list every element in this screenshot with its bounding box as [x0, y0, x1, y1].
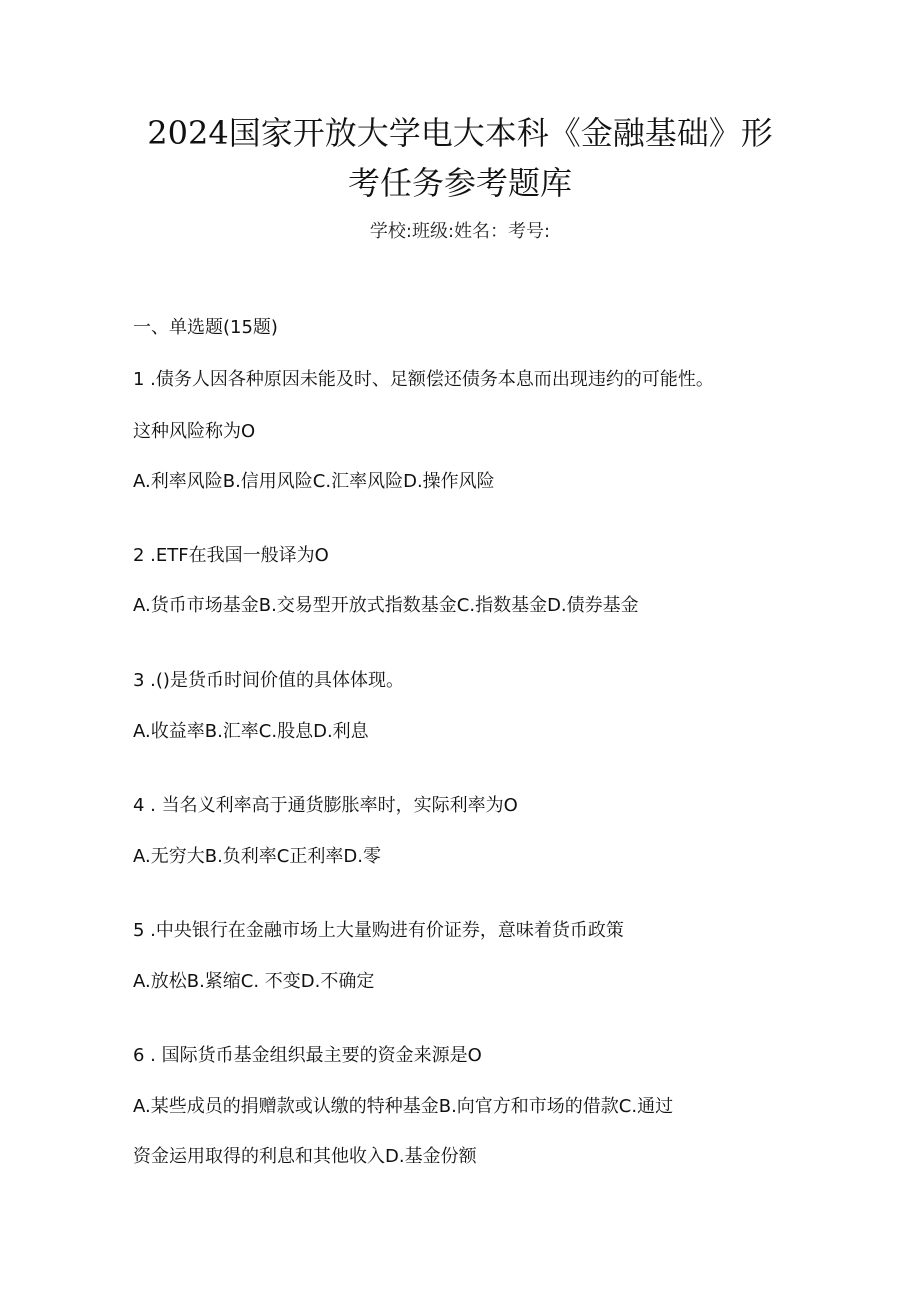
question-6-stem: 6 . 国际货币基金组织最主要的资金来源是O [133, 1045, 482, 1066]
question-3-stem: 3 .()是货币时间价值的具体体现。 [133, 670, 404, 691]
question-5-options: A.放松B.紧缩C. 不变D.不确定 [133, 971, 375, 992]
question-4-stem: 4 . 当名义利率高于通货膨胀率时，实际利率为O [133, 795, 518, 816]
question-6-options-line-1: A.某些成员的捐赠款或认缴的特种基金B.向官方和市场的借款C.通过 [133, 1096, 674, 1117]
question-1-options: A.利率风险B.信用风险C.汇率风险D.操作风险 [133, 471, 495, 492]
question-4-options: A.无穷大B.负利率C正利率D.零 [133, 846, 381, 867]
question-6-options-line-2: 资金运用取得的利息和其他收入D.基金份额 [133, 1146, 477, 1167]
document-title-line-1: 2024国家开放大学电大本科《金融基础》形 [147, 114, 773, 152]
question-2-stem: 2 .ETF在我国一般译为O [133, 545, 329, 566]
question-5-stem: 5 .中央银行在金融市场上大量购进有价证券，意味着货币政策 [133, 920, 624, 941]
question-3-options: A.收益率B.汇率C.股息D.利息 [133, 721, 369, 742]
section-heading: 一、单选题(15题) [133, 317, 278, 338]
student-info-line: 学校:班级:姓名：考号: [369, 221, 551, 242]
question-2-options: A.货币市场基金B.交易型开放式指数基金C.指数基金D.债券基金 [133, 595, 639, 616]
question-1-stem-line-1: 1 .债务人因各种原因未能及时、足额偿还债务本息而出现违约的可能性。 [133, 369, 714, 390]
question-1-stem-line-2: 这种风险称为O [133, 421, 256, 442]
document-title-line-2: 考任务参考题库 [347, 164, 572, 202]
